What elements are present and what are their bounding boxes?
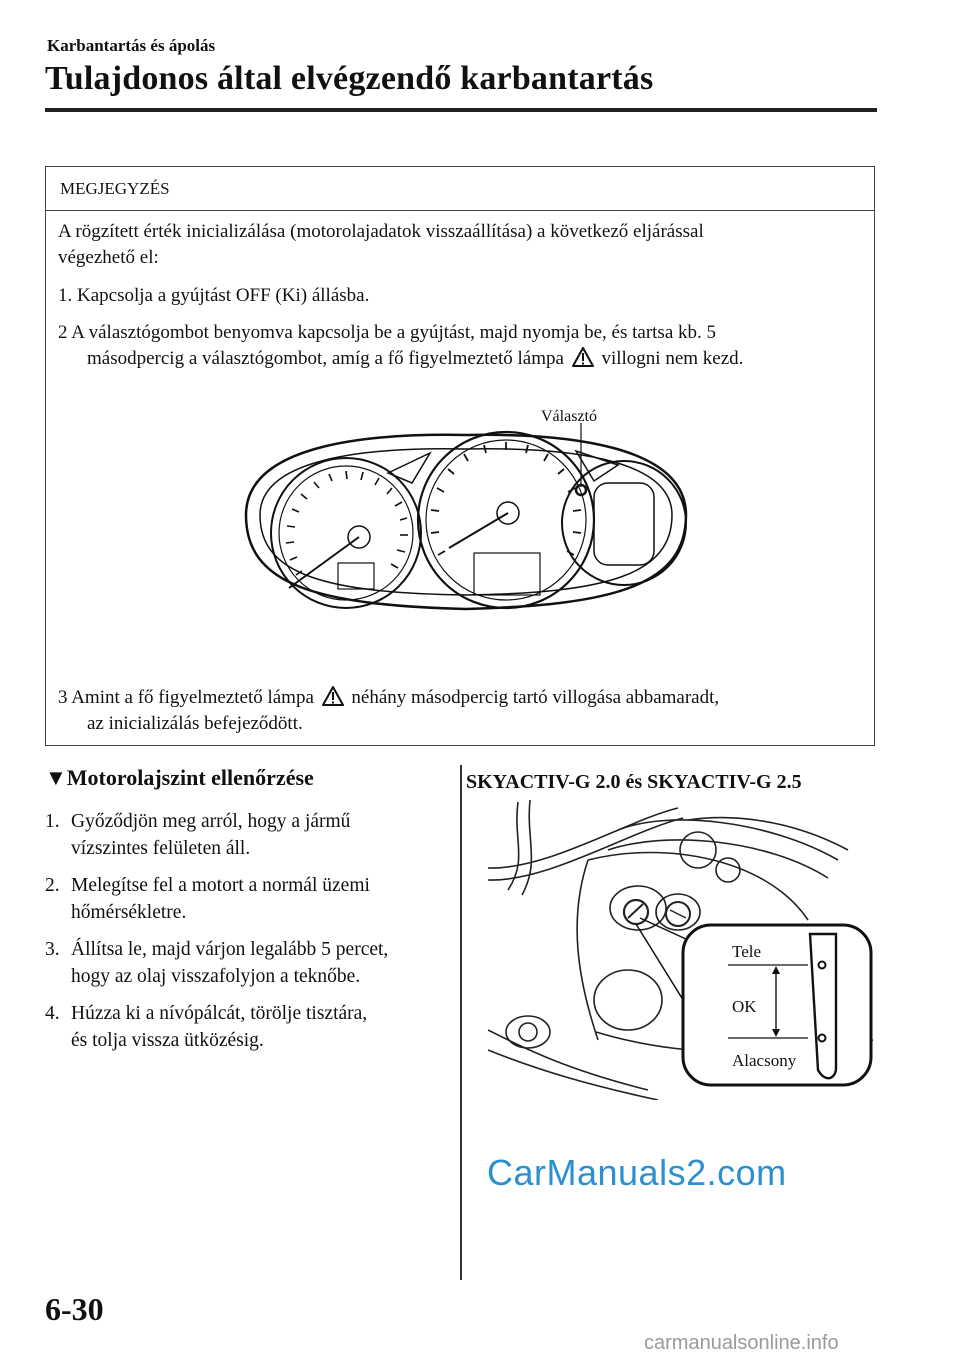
- selector-label: Választó: [541, 408, 597, 425]
- note-box: [45, 166, 875, 746]
- engine-section-heading: SKYACTIV-G 2.0 és SKYACTIV-G 2.5: [466, 771, 802, 793]
- dipstick-low-label: Alacsony: [732, 1051, 797, 1070]
- section-heading: ▼Motorolajszint ellenőrzése: [45, 765, 314, 790]
- note-step-3-line1: [58, 685, 719, 714]
- warning-triangle-icon: [322, 686, 344, 714]
- dipstick-high-label: Tele: [732, 942, 762, 961]
- note-step-2-line1: 2 A választógombot benyomva kapcsolja be a gyújtást, majd nyomja be, és tartsa kb. 5: [58, 322, 716, 343]
- list-item: 3. Állítsa le, majd várjon legalább 5 percet, hogy az olaj visszafolyjon a teknőbe.: [45, 939, 389, 987]
- note-intro-line1: A rögzített érték inicializálása (motorolajadatok visszaállítása) a következő eljárással: [58, 221, 704, 242]
- note-intro-line2: végezhető el:: [58, 247, 159, 268]
- page-title: Tulajdonos által elvégzendő karbantartás: [45, 60, 654, 97]
- note-step-2-line2: [87, 346, 743, 375]
- note-header: [46, 167, 874, 211]
- warning-triangle-icon: [572, 347, 594, 375]
- section-label: Karbantartás és ápolás: [47, 36, 216, 55]
- footer-source: carmanualsonline.info: [644, 1332, 839, 1354]
- title-rule: [45, 108, 877, 112]
- page-number: 6-30: [45, 1291, 104, 1327]
- note-step-2-text-b: villogni nem kezd.: [601, 348, 744, 369]
- note-step-2-text-a: másodpercig a választógombot, amíg a fő figyelmeztető lámpa: [87, 348, 564, 369]
- watermark: CarManuals2.com: [487, 1152, 787, 1193]
- note-step-1: 1. Kapcsolja a gyújtást OFF (Ki) állásba.: [58, 285, 370, 306]
- note-step-3-line2: az inicializálás befejeződött.: [87, 713, 303, 734]
- dipstick-illustration: [488, 800, 878, 1100]
- note-step-3-text-a: 3 Amint a fő figyelmeztető lámpa: [58, 687, 314, 708]
- column-divider: [460, 765, 462, 1280]
- instrument-cluster-illustration: [216, 395, 716, 623]
- list-item: 4. Húzza ki a nívópálcát, törölje tisztára, és tolja vissza ütközésig.: [45, 1003, 368, 1051]
- list-item: 1. Győződjön meg arról, hogy a jármű vízszintes felületen áll.: [45, 811, 351, 859]
- note-title: MEGJEGYZÉS: [60, 179, 170, 198]
- note-step-3-text-b: néhány másodpercig tartó villogása abbamaradt,: [351, 687, 720, 708]
- list-item: 2. Melegítse fel a motort a normál üzemi hőmérsékletre.: [45, 875, 370, 923]
- dipstick-ok-label: OK: [732, 997, 757, 1016]
